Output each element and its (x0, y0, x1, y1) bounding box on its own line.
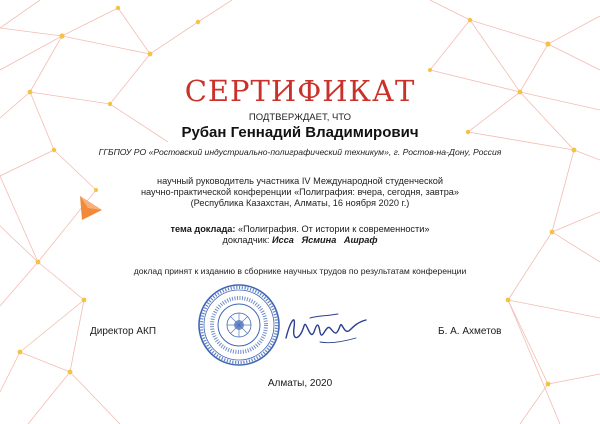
signer-name: Б. А. Ахметов (438, 326, 502, 337)
role-line-1: научный руководитель участника IV Международной студенческой (157, 176, 443, 186)
report-speaker (0, 235, 600, 245)
report-topic (0, 224, 600, 234)
place-and-year: Алматы, 2020 (267, 378, 333, 389)
role-line-3: (Республика Казахстан, Алматы, 16 ноября 2020 г.) (190, 198, 410, 208)
certificate-subtitle: ПОДТВЕРЖДАЕТ, ЧТО (248, 112, 352, 123)
official-seal-icon (197, 283, 281, 367)
topic-label: тема доклада: (170, 224, 236, 234)
certificate-title: СЕРТИФИКАТ (184, 74, 416, 108)
publication-note: доклад принят к изданию в сборнике научных трудов по результатам конференции (133, 266, 467, 276)
signer-title: Директор АКП (90, 326, 157, 337)
role-line-2: научно-практической конференции «Полиграфия: вчера, сегодня, завтра» (140, 187, 460, 197)
topic-value: «Полиграфия. От истории к современности» (238, 224, 430, 234)
recipient-name: Рубан Геннадий Владимирович (181, 124, 419, 141)
speaker-label: докладчик: (222, 235, 270, 245)
recipient-organization: ГГБПОУ РО «Ростовский индустриально-полиграфический техникум», г. Ростов-на-Дону, Россия (98, 147, 502, 157)
speaker-name: Исса Ясмина Ашраф (271, 235, 378, 245)
signature-icon (280, 302, 370, 352)
